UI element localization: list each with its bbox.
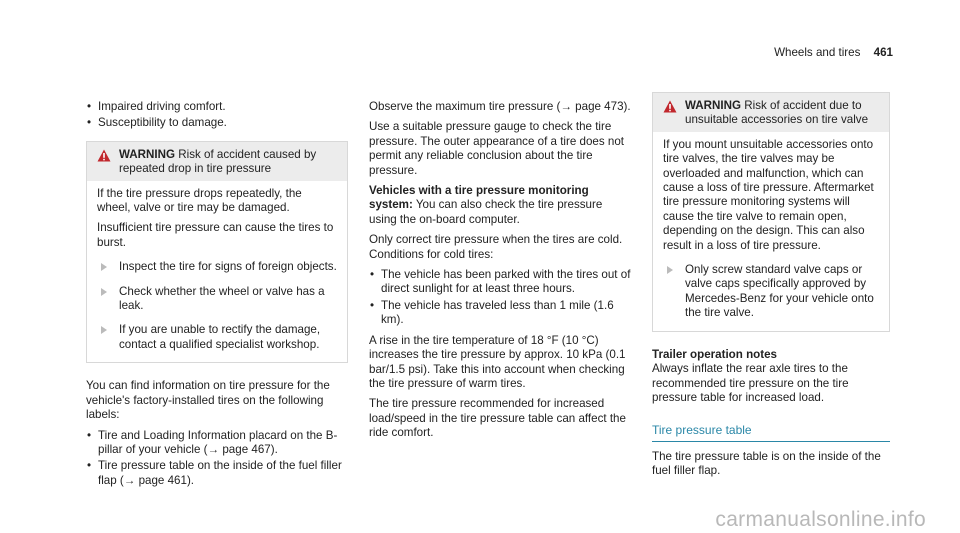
- warning-body: [653, 132, 889, 331]
- step-text: Only screw standard valve caps or valve caps specifically approved by Mercedes-Benz for your vehicle onto the tire valve.: [685, 263, 874, 320]
- warning-triangle-icon: [97, 149, 111, 162]
- page-header: [774, 46, 893, 60]
- warning-header: [653, 93, 889, 132]
- step-text: Inspect the tire for signs of foreign objects.: [119, 260, 337, 274]
- column-2: [369, 100, 631, 447]
- instruction-step: [97, 323, 337, 352]
- warning-paragraph: If you mount unsuitable accessories onto tire valves, the tire valves may be overloaded and malfunction, which can cause a loss of tire pressure. Aftermarket tire pressure monitoring systems will cause the tire valve to remain open, depending on the design. This can also result in a loss of tire pressure.: [663, 137, 874, 252]
- step-text: Check whether the wheel or valve has a leak.: [119, 284, 325, 313]
- warning-paragraph: Insufficient tire pressure can cause the tires to burst.: [97, 221, 334, 249]
- info-paragraph: You can find information on tire pressure for the vehicle's factory-installed tires on the following labels:: [86, 379, 330, 422]
- effects-list: [86, 100, 348, 131]
- list-item: • Impaired driving comfort.: [86, 100, 348, 114]
- tpms-text: You can also check the tire pressure using the on-board computer.: [369, 198, 603, 226]
- warning-triangle-icon: [663, 100, 677, 113]
- warning-body: [87, 181, 347, 363]
- warning-box: [86, 141, 348, 363]
- list-item: • Susceptibility to damage.: [86, 116, 348, 130]
- paragraph: Observe the maximum tire pressure (→ page 473).: [369, 100, 631, 113]
- instruction-step: [97, 285, 337, 314]
- paragraph: A rise in the tire temperature of 18 °F (10 °C) increases the tire pressure by approx. 10 kPa (0.1 bar/1.5 psi). Take this into account when checking the tire pressure of warm tires.: [369, 333, 626, 390]
- page-number: 461: [873, 46, 893, 59]
- table-paragraph: The tire pressure table is on the inside of the fuel filler flap.: [652, 449, 881, 478]
- list-item: • Tire and Loading Information placard on the B-pillar of your vehicle (→ page 467).: [86, 429, 348, 458]
- warning-label: WARNING: [685, 99, 742, 112]
- watermark-text: carmanualsonline.info: [715, 507, 926, 531]
- column-3: [652, 92, 890, 485]
- section-title: Wheels and tires: [774, 46, 861, 59]
- instruction-step: [663, 263, 879, 321]
- trailer-heading: Trailer operation notes: [652, 347, 777, 361]
- paragraph: Use a suitable pressure gauge to check the tire pressure. The outer appearance of a tire does not permit any reliable conclusion about the tire pressure.: [369, 120, 625, 177]
- labels-list: [86, 429, 348, 489]
- warning-title: Risk of accident due to unsuitable accessories on tire valve: [685, 99, 869, 127]
- step-text: If you are unable to rectify the damage, contact a qualified specialist workshop.: [119, 323, 321, 351]
- step-arrow-icon: [101, 326, 107, 334]
- list-item: • The vehicle has traveled less than 1 mile (1.6 km).: [369, 299, 631, 328]
- cold-tire-conditions: [369, 268, 631, 328]
- tire-pressure-table-heading: Tire pressure table: [652, 423, 890, 441]
- column-1: [86, 100, 348, 494]
- trailer-paragraph: Always inflate the rear axle tires to the recommended tire pressure on the tire pressure table for increased load.: [652, 362, 849, 404]
- warning-paragraph: If the tire pressure drops repeatedly, the wheel, valve or tire may be damaged.: [97, 186, 302, 215]
- list-item: • The vehicle has been parked with the tires out of direct sunlight for at least three hours.: [369, 268, 631, 297]
- paragraph: Only correct tire pressure when the tires are cold. Conditions for cold tires:: [369, 233, 623, 261]
- warning-header: [87, 142, 347, 181]
- list-item: • Tire pressure table on the inside of the fuel filler flap (→ page 461).: [86, 459, 348, 488]
- step-arrow-icon: [667, 266, 673, 274]
- tpms-paragraph: [369, 184, 631, 227]
- warning-label: WARNING: [119, 147, 176, 161]
- warning-box: [652, 92, 890, 332]
- step-arrow-icon: [101, 288, 107, 296]
- paragraph: The tire pressure recommended for increased load/speed in the tire pressure table can affect the ride comfort.: [369, 397, 626, 440]
- instruction-step: [97, 260, 337, 274]
- tpms-heading: Vehicles with a tire pressure monitoring system:: [369, 184, 589, 212]
- step-arrow-icon: [101, 263, 107, 271]
- warning-title: Risk of accident caused by repeated drop in tire pressure: [119, 147, 317, 176]
